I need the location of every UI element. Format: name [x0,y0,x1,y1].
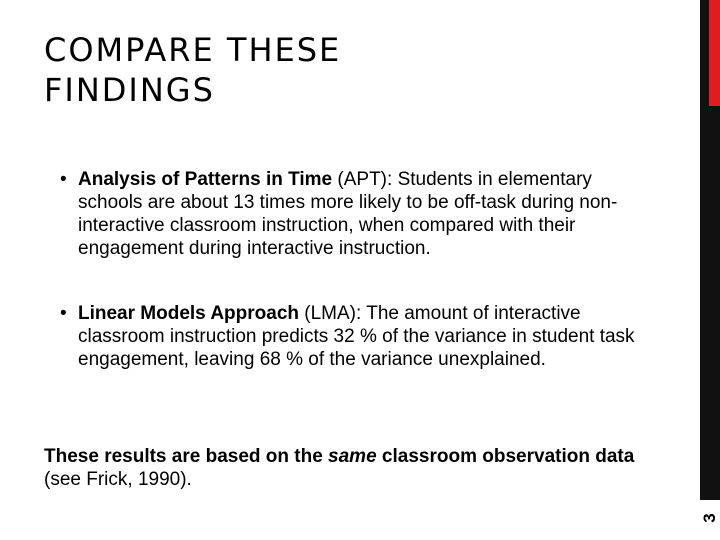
bullet-lma [60,302,640,371]
conclusion-bold-lead: These results are based on the [44,446,329,467]
slide-title-line-1: COMPARE THESE [44,31,342,69]
slide-title [44,30,644,110]
bullet-lma-term: Linear Models Approach [78,303,299,324]
page-number-label: 3 [700,513,719,523]
sidebar-accent [709,0,720,106]
bullet-marker: • [60,169,67,190]
conclusion-bold-tail: classroom observation data [376,446,635,467]
bullet-list [60,168,640,413]
conclusion-emphasis: same [328,446,377,467]
conclusion-text [44,445,644,491]
conclusion-citation: (see Frick, 1990). [44,469,192,490]
bullet-apt-term: Analysis of Patterns in Time [78,169,333,190]
page-number [700,500,720,540]
bullet-marker: • [60,303,67,324]
slide-title-line-2: FINDINGS [44,71,215,109]
bullet-apt [60,168,640,260]
bullet-apt-body: (APT): Students in elementary schools are about 13 times more likely to be off-task during non-interactive classroom instruction, when compared with their engagement during interactive instruction. [78,169,618,259]
bullet-lma-body: (LMA): The amount of interactive classroom instruction predicts 32 % of the variance in student task engagement, leaving 68 % of the variance unexplained. [78,303,635,370]
